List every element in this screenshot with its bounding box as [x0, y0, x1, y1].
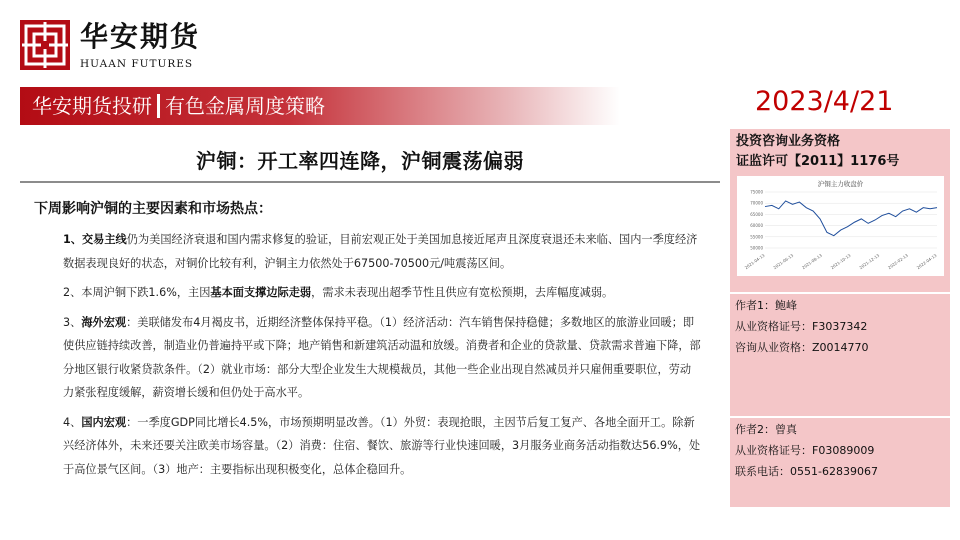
author-2-cert: 从业资格证号：F03089009 [735, 444, 875, 457]
section-title: 下周影响沪铜的主要因素和市场热点： [34, 201, 272, 217]
huaan-logo-mark-icon [20, 20, 70, 70]
report-banner [20, 87, 620, 125]
paragraph-2-text: ，需求未表现出超季节性且供应有宽松预期，去库幅度减弱。 [311, 286, 614, 299]
copper-price-chart-svg [737, 176, 944, 276]
paragraph-3-text: ：美联储发布4月褐皮书，近期经济整体保持平稳。（1）经济活动：汽车销售保持稳健；多数地区的旅游业回暖；即使供应链持续改善，制造业仍普遍持平或下降；地产销售和新建筑活动温和放缓。消费者和企业的贷款量、贷款需求普遍下降，部分地区银行收紧贷款条件。（2）就业市场：部分大型企业发生大规模裁员，其他一些企业出现自然减员并只雇佣重要职位，劳动力紧张程度缓解，薪资增长缓和但仍处于高水平。 [63, 315, 701, 399]
paragraph-4-prefix: 4、 [63, 415, 82, 429]
paragraph-2-key: 基本面支撑边际走弱 [210, 286, 312, 299]
paragraph-4-text: ：一季度GDP同比增长4.5%，市场预期明显改善。（1）外贸：表现抢眼，主因节后复工复产、各地全面开工。除新兴经济体外，未来还要关注欧美市场容量。（2）消费：住宿、餐饮、旅游等行业快速回暖，3月服务业商务活动指数达56.9%，处于高位景气区间。（3）地产：主要指标出现积极变化，总体企稳回升。 [63, 415, 701, 476]
chart-title: 沪铜主力收盘价 [817, 180, 864, 188]
logo-chinese-name: 华安期货 [80, 20, 201, 53]
info-sidebar [730, 129, 950, 507]
qualification-line-1: 投资咨询业务资格 [736, 134, 841, 149]
paragraph-1-prefix: 1、 [63, 233, 82, 246]
paragraph-3 [63, 311, 701, 405]
chart-series-line [765, 201, 937, 236]
paragraph-2-prefix: 2、本周沪铜下跌1.6%，主因 [63, 286, 211, 299]
chart-y-tick-label: 75000 [750, 189, 763, 195]
chart-y-tick-label: 70000 [750, 200, 763, 206]
paragraph-1-key: 交易主线 [81, 233, 127, 246]
huaan-logo [20, 18, 210, 74]
paragraph-4-key: 国内宏观 [81, 415, 127, 429]
report-date: 2023/4/21 [755, 86, 894, 117]
chart-y-tick-label: 55000 [750, 234, 763, 240]
qualification-line-2: 证监许可【2011】1176号 [736, 154, 900, 169]
author-2-name: 作者2：曾真 [735, 423, 797, 436]
author-1-name: 作者1：鲍峰 [735, 299, 797, 312]
title-divider [20, 181, 720, 183]
author-1-block [735, 295, 869, 358]
author-1-consult: 咨询从业资格：Z0014770 [735, 341, 869, 354]
chart-y-tick-label: 65000 [750, 211, 763, 217]
chart-x-tick-label: 2021-04-13 [743, 252, 766, 271]
banner-report-type: 有色金属周度策略 [165, 94, 325, 118]
paragraph-1-text: 仍为美国经济衰退和国内需求修复的验证，目前宏观正处于美国加息接近尾声且深度衰退还未来临、国内一季度经济数据表现良好的状态，对铜价比较有利，沪铜主力依然处于67500-70500元/吨震荡区间。 [63, 233, 698, 270]
banner-separator [157, 94, 160, 118]
logo-english-name: HUAAN FUTURES [80, 58, 194, 70]
qualification-block [736, 132, 899, 172]
paragraph-4 [63, 411, 701, 482]
chart-x-tick-label: 2021-06-13 [772, 252, 795, 271]
chart-x-tick-label: 2021-08-13 [800, 252, 823, 271]
chart-x-tick-label: 2022-02-13 [886, 252, 909, 271]
report-title: 沪铜：开工率四连降，沪铜震荡偏弱 [196, 149, 524, 173]
chart-y-tick-label: 50000 [750, 245, 763, 251]
banner-brand: 华安期货投研 [32, 94, 152, 118]
chart-x-tick-label: 2022-04-13 [915, 252, 938, 271]
author-2-block [735, 419, 878, 482]
sidebar-divider-2 [730, 416, 950, 418]
paragraph-1 [63, 228, 701, 275]
chart-x-tick-label: 2021-12-13 [858, 252, 881, 271]
sidebar-divider-1 [730, 292, 950, 294]
author-1-cert: 从业资格证号：F3037342 [735, 320, 868, 333]
report-body [63, 228, 701, 481]
paragraph-3-key: 海外宏观 [81, 315, 127, 329]
paragraph-3-prefix: 3、 [63, 315, 82, 329]
chart-y-tick-label: 60000 [750, 223, 763, 229]
chart-x-tick-label: 2021-10-13 [829, 252, 852, 271]
author-2-phone: 联系电话：0551-62839067 [735, 465, 878, 478]
paragraph-2 [63, 281, 701, 305]
copper-price-chart [737, 176, 944, 276]
